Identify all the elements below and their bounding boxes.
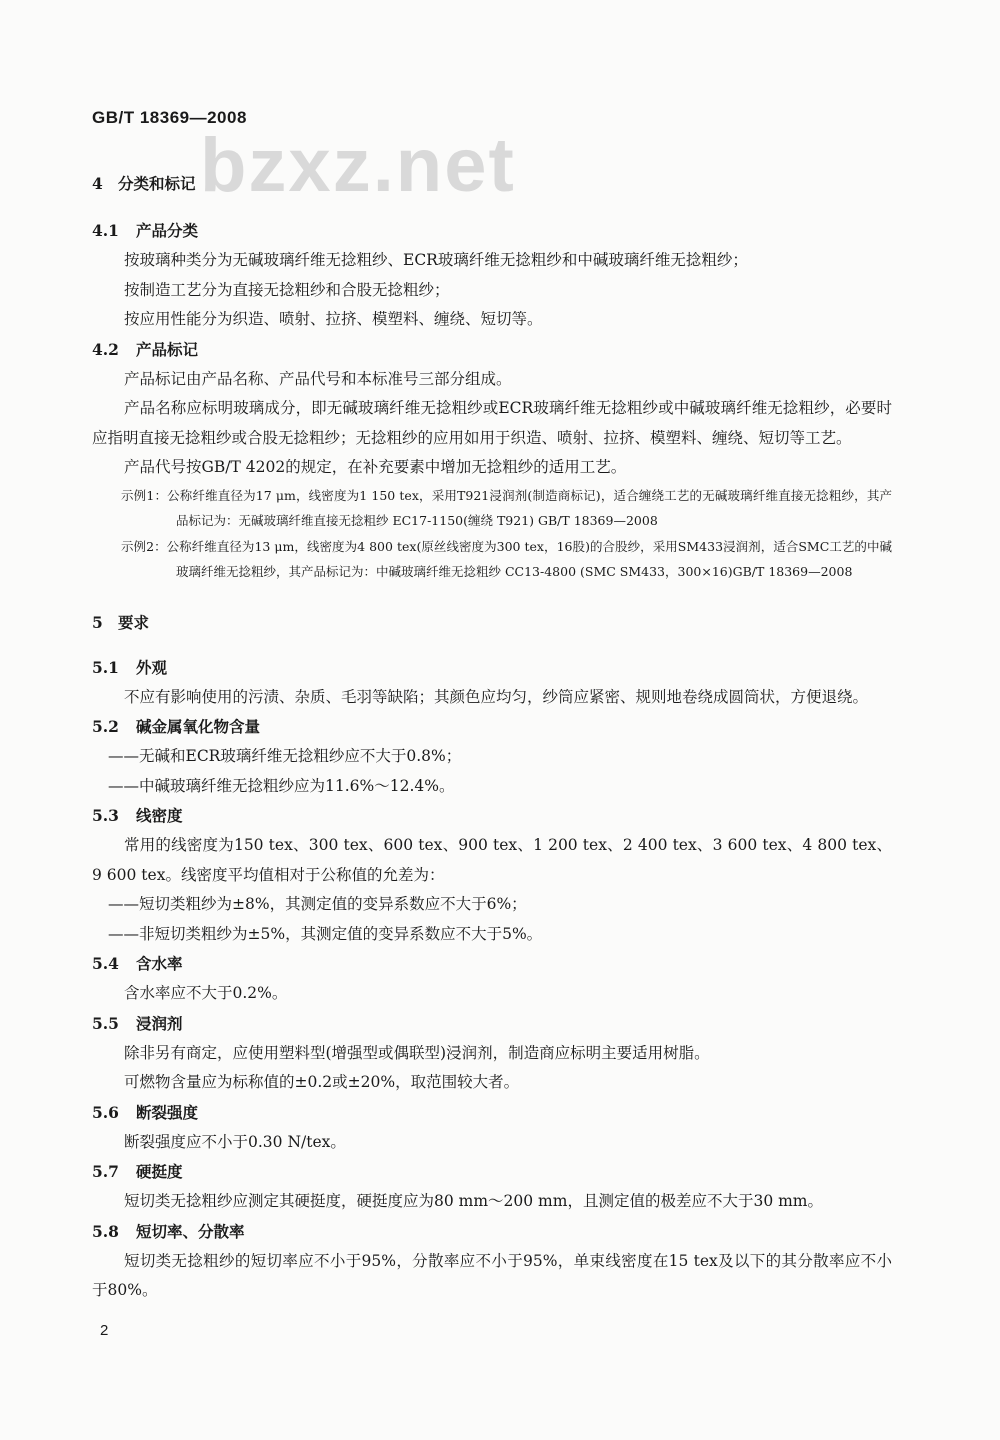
- watermark: bzxz.net: [200, 123, 516, 208]
- section-title: 产品标记: [136, 339, 199, 359]
- section-number: 4: [92, 174, 103, 193]
- section-title: 浸润剂: [136, 1013, 183, 1033]
- section-number: 5.2: [92, 717, 119, 736]
- section-title: 产品分类: [136, 221, 199, 240]
- section-5-4-heading: [92, 949, 892, 979]
- section-title: 含水率: [136, 954, 183, 973]
- paragraph: 短切类无捻粗纱应测定其硬挺度，硬挺度应为80 mm～200 mm，且测定值的极差应不大于30 mm。: [124, 1192, 824, 1210]
- section-5-3-heading: [92, 801, 892, 831]
- section-5-heading: [92, 607, 892, 639]
- paragraph: 短切类无捻粗纱的短切率应不小于95%，分散率应不小于95%，单束线密度在15 tex及以下的其分散率应不小于80%。: [92, 1251, 892, 1299]
- section-number: 5.7: [92, 1162, 119, 1181]
- section-number: 5.3: [92, 806, 119, 825]
- paragraph: 产品代号按GB/T 4202的规定，在补充要素中增加无捻粗纱的适用工艺。: [124, 458, 627, 476]
- list-item: ——短切类粗纱为±8%，其测定值的变异系数应不大于6%；: [108, 895, 527, 913]
- section-5-5-heading: [92, 1009, 892, 1039]
- paragraph: 产品标记由产品名称、产品代号和本标准号三部分组成。: [124, 369, 512, 388]
- section-5-8-heading: [92, 1217, 892, 1247]
- section-title: 线密度: [136, 806, 183, 825]
- section-number: 5.8: [92, 1221, 119, 1241]
- section-4-heading: [92, 168, 892, 200]
- paragraph: 常用的线密度为150 tex、300 tex、600 tex、900 tex、1 200 tex、2 400 tex、3 600 tex、4 800 tex、9 600 tex。线密度平均值相对于公称值的允差为：: [92, 836, 892, 884]
- paragraph: 除非另有商定，应使用塑料型(增强型或偶联型)浸润剂，制造商应标明主要适用树脂。: [124, 1043, 710, 1062]
- document-body: [92, 168, 892, 1306]
- section-title: 外观: [136, 657, 168, 677]
- section-title: 分类和标记: [118, 174, 196, 193]
- standard-code: GB/T 18369—2008: [92, 108, 247, 127]
- section-number: 5.1: [92, 657, 119, 677]
- example-2: 示例2：公称纤维直径为13 μm，线密度为4 800 tex(原丝线密度为300 tex，16股)的合股纱，采用SM433浸润剂，适合SMC工艺的中碱玻璃纤维无捻粗纱，其产品标记为：中碱玻璃纤维无捻粗纱 CC13-4800 (SMC SM433，300×16)GB/T 18369—2008: [121, 538, 892, 579]
- section-number: 5.6: [92, 1102, 119, 1122]
- section-number: 5.4: [92, 954, 119, 973]
- example-1: 示例1：公称纤维直径为17 μm，线密度为1 150 tex，采用T921浸润剂(制造商标记)，适合缠绕工艺的无碱玻璃纤维直接无捻粗纱，其产品标记为：无碱玻璃纤维直接无捻粗纱 EC17-1150(缠绕 T921) GB/T 18369—2008: [121, 487, 892, 528]
- section-number: 5: [92, 612, 103, 632]
- section-number: 4.2: [92, 339, 119, 359]
- paragraph: 不应有影响使用的污渍、杂质、毛羽等缺陷；其颜色应均匀，纱筒应紧密、规则地卷绕成圆筒状，方便退绕。: [124, 687, 869, 706]
- paragraph: 产品名称应标明玻璃成分，即无碱玻璃纤维无捻粗纱或ECR玻璃纤维无捻粗纱或中碱玻璃纤维无捻粗纱，必要时应指明直接无捻粗纱或合股无捻粗纱；无捻粗纱的应用如用于织造、喷射、拉挤、模塑料、缠绕、短切等工艺。: [92, 399, 892, 447]
- list-item: ——非短切类粗纱为±5%，其测定值的变异系数应不大于5%。: [108, 924, 543, 943]
- paragraph: 断裂强度应不小于0.30 N/tex。: [124, 1132, 346, 1151]
- page-number: 2: [100, 1322, 109, 1339]
- paragraph: 按制造工艺分为直接无捻粗纱和合股无捻粗纱；: [124, 280, 450, 299]
- section-4-1-heading: [92, 216, 892, 246]
- paragraph: 按玻璃种类分为无碱玻璃纤维无捻粗纱、ECR玻璃纤维无捻粗纱和中碱玻璃纤维无捻粗纱；: [124, 251, 748, 269]
- paragraph: 按应用性能分为织造、喷射、拉挤、模塑料、缠绕、短切等。: [124, 310, 543, 328]
- section-5-2-heading: [92, 712, 892, 742]
- section-title: 短切率、分散率: [136, 1221, 245, 1241]
- section-title: 硬挺度: [136, 1162, 183, 1181]
- section-title: 要求: [118, 612, 150, 632]
- section-5-6-heading: [92, 1098, 892, 1128]
- section-4-2-heading: [92, 335, 892, 365]
- section-number: 5.5: [92, 1013, 119, 1033]
- list-item: ——中碱玻璃纤维无捻粗纱应为11.6%～12.4%。: [108, 776, 455, 795]
- section-number: 4.1: [92, 221, 119, 240]
- paragraph: 含水率应不大于0.2%。: [124, 984, 288, 1002]
- section-5-1-heading: [92, 653, 892, 683]
- paragraph: 可燃物含量应为标称值的±0.2或±20%，取范围较大者。: [124, 1073, 520, 1091]
- section-5-7-heading: [92, 1157, 892, 1187]
- list-item: ——无碱和ECR玻璃纤维无捻粗纱应不大于0.8%；: [108, 747, 462, 765]
- section-title: 碱金属氧化物含量: [136, 717, 261, 736]
- section-title: 断裂强度: [136, 1102, 199, 1122]
